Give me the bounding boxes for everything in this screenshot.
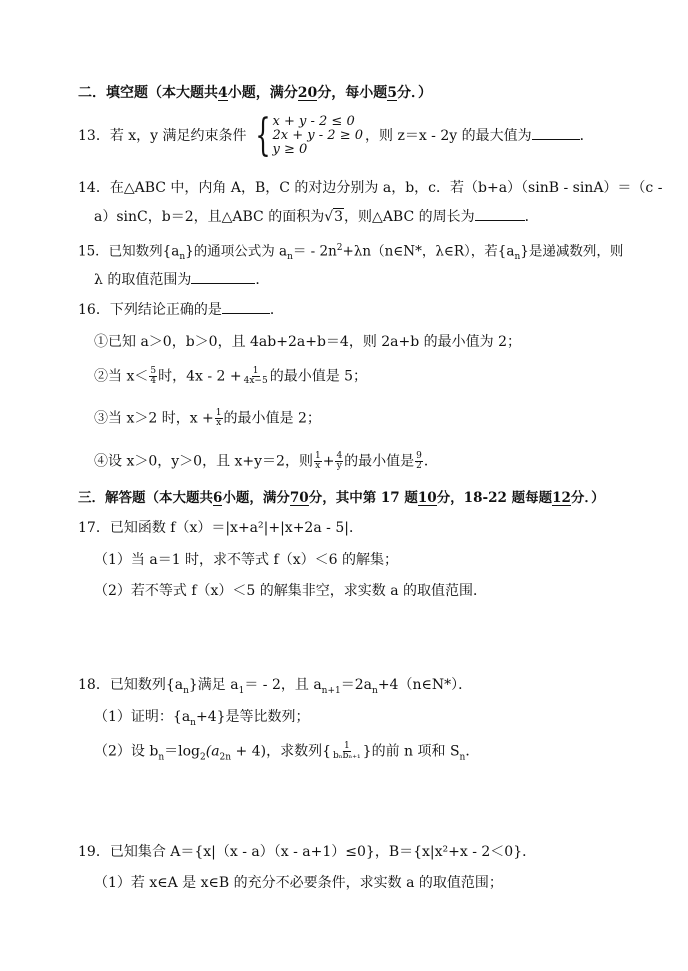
question-15-line2: λ 的取值范围为 ． — [94, 272, 270, 288]
question-18-title: 18．已知数列$\{a_n\}$满足 $a_1= - 2$，且 $a_{n+1}=2a_n+4(n\in N*)$． — [78, 677, 473, 696]
section3-heading: 三．解答题（本大题共6小题，满分70分，其中第 17 题10分，18-22 题每题12分．） — [78, 490, 605, 506]
section2-heading: 二．填空题（本大题共4小题，满分20分，每小题5分．） — [78, 85, 432, 101]
question-19-title: 19．已知集合 A＝{x|（x - a）（x - a+1）≤0}，B＝{x|x²+x - 2＜0}． — [78, 844, 537, 860]
question-14-line1: 14．在△ABC 中，内角 A，B，C 的对边分别为 a，b，c．若（b+a）（sinB - sinA）＝（c - — [78, 180, 663, 196]
question-13: 13．若 x，y 满足约束条件 { x + y - 2 ≤ 0 2x + y - 2 ≥ 0 y ≥ 0 ，则 z＝x - 2y 的最大值为 ． — [78, 110, 594, 161]
question-16-title: 16．下列结论正确的是 ． — [78, 302, 284, 318]
question-17-part2: （2）若不等式 f（x）＜5 的解集非空，求实数 a 的取值范围． — [94, 583, 488, 599]
question-18-part1: （1）证明：$\{a_n+4\}$是等比数列； — [94, 709, 310, 728]
question-17-part1: （1）当 a＝1 时，求不等式 f（x）＜6 的解集； — [94, 552, 398, 568]
question-15-line1: 15．已知数列$\{a_n\}$的通项公式为 $a_n=$ - $2n^2+\lambda n(n\in N*$，λ∈R），若$\{a_n\}$是递减数列，则 — [78, 243, 624, 263]
answer-blank — [222, 301, 270, 314]
question-18-part2: （2）设 $b_n=\log_2(a_{2n} + 4)$，求数列{ $\frac{1}{\text{bₙbₙ₊₁}}$ }的前 n 项和 $S_n$． — [94, 741, 480, 763]
question-19-part1: （1）若 x∈A 是 x∈B 的充分不必要条件，求实数 a 的取值范围； — [94, 875, 503, 891]
answer-blank — [475, 208, 525, 221]
constraint-system: { x + y - 2 ≤ 0 2x + y - 2 ≥ 0 y ≥ 0 — [254, 110, 363, 161]
q16-option-3: ③当 x＞2 时，x + $\frac{1}{x}$ 的最小值是 2； — [94, 408, 321, 428]
question-17-title: 17．已知函数 f（x）＝|x+a²|+|x+2a - 5|． — [78, 520, 363, 536]
answer-blank — [191, 271, 255, 284]
answer-blank — [532, 127, 580, 140]
q16-option-1: ①已知 a＞0，b＞0，且 4ab+2a+b＝4，则 2a+b 的最小值为 2； — [94, 334, 522, 350]
q16-option-2: ②当 x＜ $\frac{5}{4}$ 时，4x - 2 + $\frac{1}{4x-5}$ 的最小值是 5； — [94, 366, 368, 386]
q16-option-4: ④设 x＞0，y＞0，且 x+y＝2，则 $\frac{1}{x}$ + $\frac{4}{y}$ 的最小值是 $\frac{9}{2}$ ． — [94, 451, 438, 471]
question-14-line2: a）sinC，b＝2，且△ABC 的面积为√3，则△ABC 的周长为 ． — [94, 209, 539, 225]
